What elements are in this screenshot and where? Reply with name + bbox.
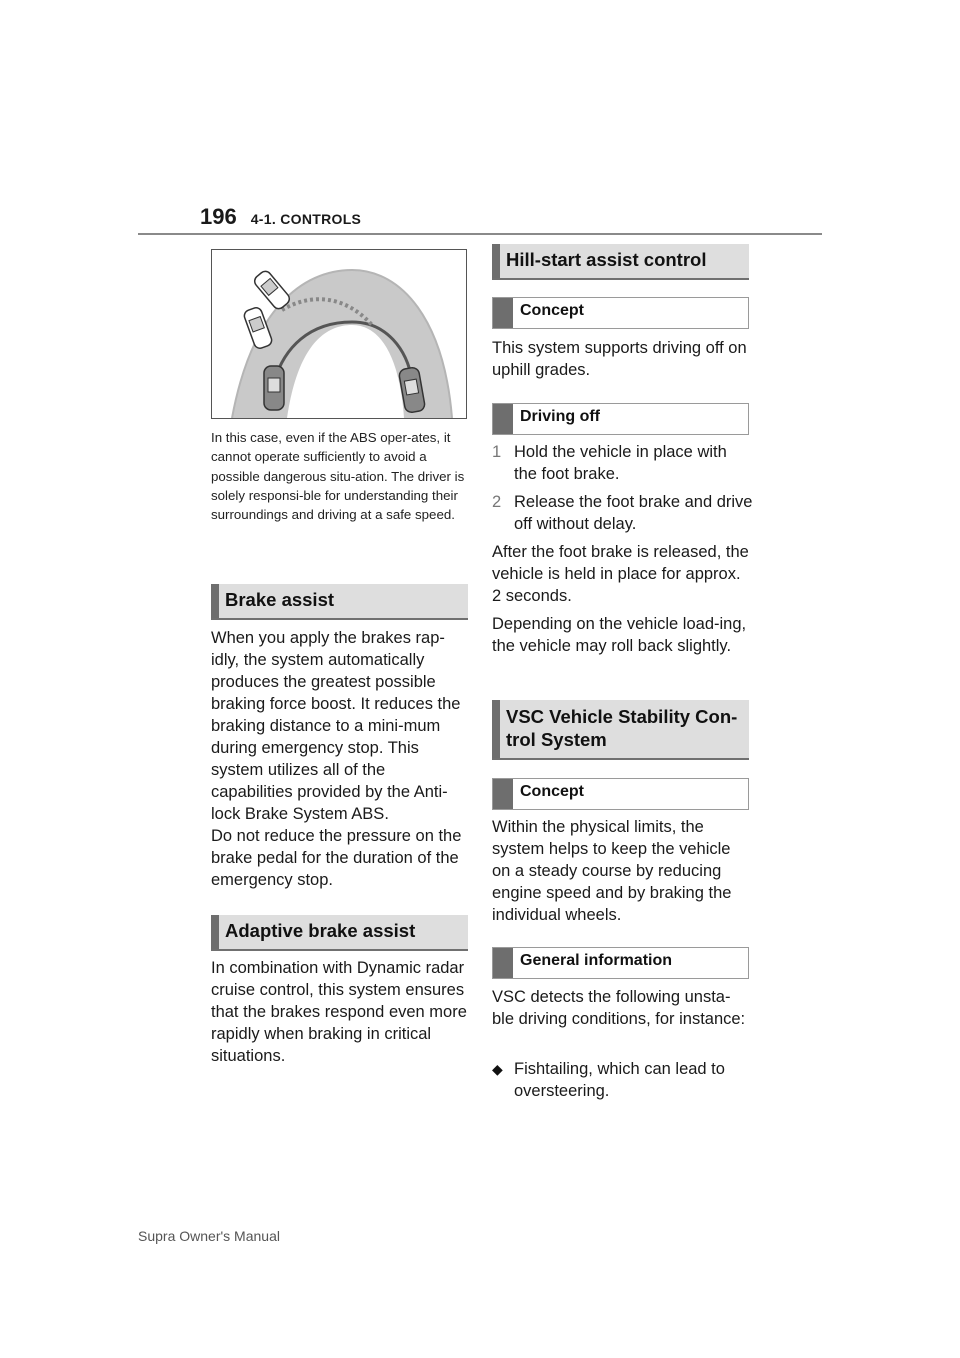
heading-bar [492,244,500,278]
header-divider [138,233,822,235]
vsc-general-text: VSC detects the following unsta-ble driving conditions, for instance: [492,988,746,1028]
subheading-bar [493,948,513,978]
page-header [200,204,361,230]
subheading-general-information [492,947,749,979]
section-heading-hill-start [492,244,749,280]
step-text: Hold the vehicle in place with the foot brake. [514,443,727,483]
section-heading-brake-assist [211,584,468,620]
step-number: 2 [492,493,502,511]
hill-start-para-1: After the foot brake is released, the vehicle is held in place for approx. 2 seconds. [492,543,749,605]
brake-assist-para-2: Do not reduce the pressure on the brake pedal for the duration of the emergency stop. [211,827,462,889]
subheading-bar [493,298,513,328]
heading-text: Hill-start assist control [506,249,707,270]
bullet-text: Fishtailing, which can lead to oversteering. [514,1060,725,1100]
subheading-concept [492,297,749,329]
subheading-text: Concept [520,302,584,319]
step-number: 1 [492,443,502,461]
subheading-bar [493,404,513,434]
step-text: Release the foot brake and drive off without delay. [514,493,753,533]
section-heading-vsc [492,700,749,760]
figure-caption: In this case, even if the ABS oper-ates, it cannot operate sufficiently to avoid a possible dangerous situ-ation. The driver is solely responsi-ble for understanding their surroundings and driving at a safe speed. [211,430,465,523]
section-heading-adaptive-brake-assist [211,915,468,951]
subheading-text: Driving off [520,408,600,425]
cars-on-curve-icon [212,250,466,418]
hill-start-concept-text: This system supports driving off on uphill grades. [492,339,747,379]
heading-bar [492,700,500,758]
heading-bar [211,915,219,949]
bullet-diamond-icon: ◆ [492,1061,503,1077]
page-number: 196 [200,204,237,229]
subheading-bar [493,779,513,809]
heading-bar [211,584,219,618]
subheading-text: Concept [520,783,584,800]
vsc-concept-text: Within the physical limits, the system helps to keep the vehicle on a steady course by reducing engine speed and by braking the individual wheels. [492,818,732,924]
hill-start-para-2: Depending on the vehicle load-ing, the vehicle may roll back slightly. [492,615,747,655]
brake-assist-para-1: When you apply the brakes rap-idly, the system automatically produces the greatest possible braking force boost. It reduces the braking distance to a mini-mum during emergency stop. This system utilizes all of the capabilities provided by the Anti-lock Brake System ABS. [211,629,461,823]
heading-text-line-1: VSC Vehicle Stability Con- [506,706,738,727]
subheading-concept [492,778,749,810]
heading-text: Brake assist [225,589,335,610]
adaptive-para-1: In combination with Dynamic radar cruise control, this system ensures that the brakes respond even more rapidly when braking in critical situations. [211,959,467,1065]
subheading-text: General information [520,952,673,969]
heading-text: Adaptive brake assist [225,920,416,941]
chapter-title: 4-1. CONTROLS [250,211,362,227]
heading-text-line-2: trol System [506,729,607,750]
curve-illustration [211,249,467,419]
subheading-driving-off [492,403,749,435]
footer-manual-title: Supra Owner's Manual [138,1228,280,1244]
